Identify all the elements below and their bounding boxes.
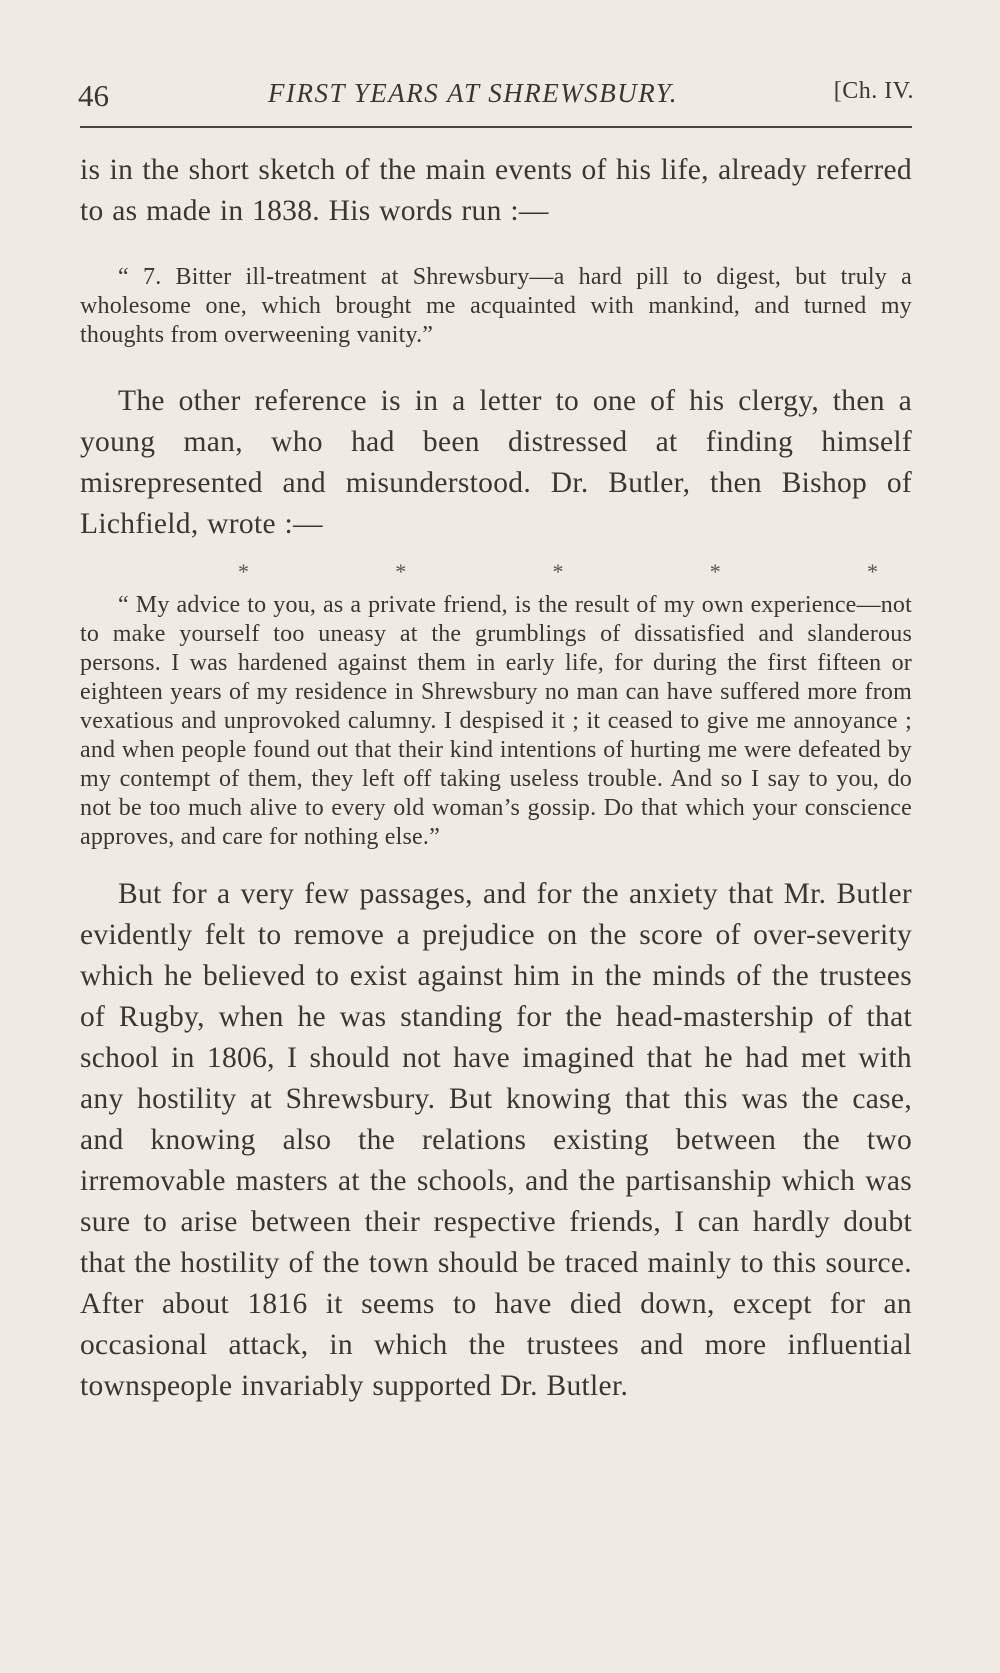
header-rule bbox=[80, 126, 912, 128]
paragraph-reference-letter: The other reference is in a letter to one of his clergy, then a young man, who had been distressed at finding himself misrepresented and misunderstood. Dr. Butler, then Bishop of Lichfield, wrote :— bbox=[80, 385, 912, 540]
paragraph-continuation: is in the short sketch of the main events of his life, already referred to as made in 1838. His words run :— bbox=[80, 154, 912, 227]
asterism-separator bbox=[238, 559, 878, 585]
page-body bbox=[80, 150, 912, 1407]
asterisk: * bbox=[867, 559, 878, 584]
paragraph-hostility: But for a very few passages, and for the anxiety that Mr. Butler evidently felt to remove a prejudice on the score of over-severity which he believed to exist against him in the minds of the trustees of Rugby, when he was standing for the head-mastership of that school in 1806, I should not have imagined that he had met with any hostility at Shrewsbury. But knowing that this was the case, and knowing also the relations existing between the two irremovable masters at the schools, and the partisanship which was sure to arise between their respective friends, I can hardly doubt that the hostility of the town should be traced mainly to this source. After about 1816 it seems to have died down, except for an occasional attack, in which the trustees and more influential townspeople invariably supported Dr. Butler. bbox=[80, 878, 912, 1402]
running-header bbox=[78, 68, 914, 112]
asterisk: * bbox=[552, 559, 564, 584]
asterisk: * bbox=[238, 559, 249, 584]
block-quote-letter: “ My advice to you, as a private friend, is the result of my own experience—not to make yourself too uneasy at the grumblings of dissatisfied and slanderous persons. I was hardened against them in early life, for during the first fifteen or eighteen years of my residence in Shrewsbury no man can have suffered more from vexatious and unprovoked calumny. I despised it ; it ceased to give me annoyance ; and when people found out that their kind intentions of hurting me were defeated by my contempt of them, they left off taking useless trouble. And so I say to you, do not be too much alive to every old woman’s gossip. Do that which your conscience approves, and care for nothing else.” bbox=[80, 592, 912, 850]
page-number: 46 bbox=[78, 78, 109, 113]
asterisk: * bbox=[709, 559, 721, 584]
chapter-reference: [Ch. IV. bbox=[833, 78, 914, 104]
block-quote-diary: “ 7. Bitter ill-treatment at Shrewsbury—a hard pill to digest, but truly a wholesome one, which brought me acquainted with mankind, and turned my thoughts from overweening vanity.” bbox=[80, 264, 912, 348]
running-title: FIRST YEARS AT SHREWSBURY. bbox=[268, 78, 679, 108]
asterisk: * bbox=[395, 559, 407, 584]
